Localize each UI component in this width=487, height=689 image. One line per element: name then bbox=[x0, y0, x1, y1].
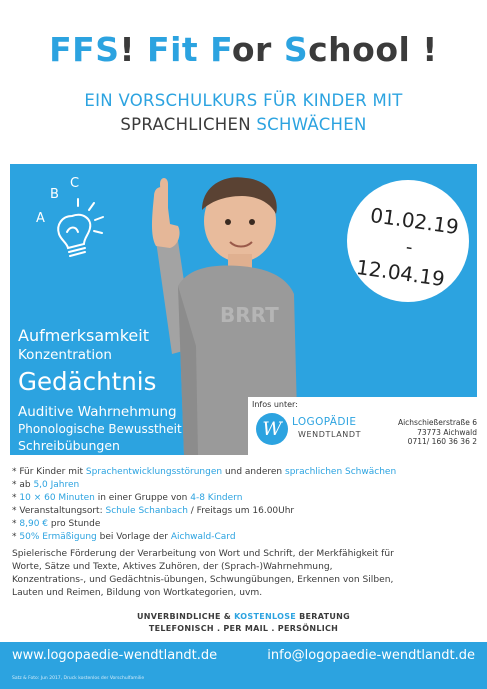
bulb-letter-b: B bbox=[50, 187, 59, 202]
detail-row bbox=[12, 531, 477, 544]
detail-highlight: 4-8 Kindern bbox=[190, 493, 243, 503]
detail-highlight: Schule Schanbach bbox=[105, 506, 188, 516]
detail-text: pro Stunde bbox=[48, 519, 101, 529]
skill-word-4: Auditive Wahrnehmung bbox=[18, 404, 177, 420]
skill-word-3: Gedächtnis bbox=[18, 367, 157, 396]
title-fit: Fit bbox=[147, 30, 211, 69]
skill-word-5: Phonologische Bewusstheit bbox=[18, 422, 182, 436]
detail-text: in einer Gruppe von bbox=[94, 493, 191, 503]
description-line: Lauten und Reimen, Bildung von Wortkategorien, uvm. bbox=[12, 588, 263, 598]
title-exclaim: ! bbox=[119, 30, 148, 69]
detail-text: * ab bbox=[12, 480, 34, 490]
detail-row bbox=[12, 518, 477, 531]
course-details bbox=[12, 466, 477, 544]
address-city: 73773 Aichwald bbox=[417, 427, 477, 437]
date-separator: - bbox=[404, 236, 414, 259]
logo-name-line1: LOGOPÄDIE bbox=[292, 416, 357, 428]
detail-highlight: 8,90 € bbox=[19, 519, 49, 529]
address-phone: 0711/ 160 36 36 2 bbox=[407, 437, 477, 446]
detail-highlight: Aichwald-Card bbox=[170, 532, 236, 542]
description-line: Konzentrations-, und Gedächtnis-übungen, Schwungübungen, Erkennen von Silben, bbox=[12, 575, 394, 585]
subtitle-line2 bbox=[0, 115, 487, 134]
title-ffs: FFS bbox=[49, 30, 120, 69]
bulb-letter-c: C bbox=[70, 176, 80, 191]
detail-text: * bbox=[12, 532, 20, 542]
subtitle-line2-a: SPRACHLICHEN bbox=[120, 115, 257, 134]
skill-word-6: Schreibübungen bbox=[18, 438, 120, 453]
cta-text: UNVERBINDLICHE & bbox=[136, 612, 235, 621]
date-end: 12.04.19 bbox=[354, 254, 447, 292]
website-link[interactable]: www.logopaedie-wendtlandt.de bbox=[12, 648, 218, 663]
detail-text: / Freitags um 16.00Uhr bbox=[187, 506, 295, 516]
date-start: 01.02.19 bbox=[368, 202, 461, 240]
title-f: F bbox=[210, 30, 232, 69]
description-line: Spielerische Förderung der Verarbeitung von Wort und Schrift, der Merkfähigkeit für bbox=[12, 549, 394, 559]
fineprint: Satz & Foto: Jun 2017, Druck kostenlos der Vorschulfamilie bbox=[12, 676, 145, 681]
detail-highlight: 10 × 60 Minuten bbox=[19, 493, 95, 503]
description-line: Worte, Sätze und Texte, Aktives Zuhören, der (Sprach-)Wahrnehmung, bbox=[12, 562, 333, 572]
address-street: Aichschießerstraße 6 bbox=[397, 418, 477, 427]
detail-text: * bbox=[12, 493, 20, 503]
logo-name-line2: WENDTLANDT bbox=[298, 430, 362, 439]
detail-highlight: sprachlichen Schwächen bbox=[285, 467, 397, 477]
info-box bbox=[248, 397, 482, 457]
flyer-title bbox=[0, 30, 487, 69]
detail-text: * bbox=[12, 519, 20, 529]
cta-text: BERATUNG bbox=[296, 612, 351, 621]
lightbulb-icon bbox=[32, 174, 122, 264]
detail-highlight: 5,0 Jahren bbox=[33, 480, 80, 490]
detail-row bbox=[12, 492, 477, 505]
detail-row bbox=[12, 479, 477, 492]
footer-bar bbox=[0, 642, 487, 689]
skill-word-2: Konzentration bbox=[18, 347, 112, 363]
detail-highlight: Sprachentwicklungsstörungen bbox=[85, 467, 223, 477]
contact-methods-line: TELEFONISCH . PER MAIL . PERSÖNLICH bbox=[148, 624, 339, 633]
detail-text: bei Vorlage der bbox=[96, 532, 171, 542]
logopaedie-logo-icon: W bbox=[256, 413, 288, 445]
address-block bbox=[398, 418, 477, 447]
info-label: Infos unter: bbox=[252, 400, 298, 409]
bulb-letter-a: A bbox=[36, 211, 45, 226]
detail-row bbox=[12, 505, 477, 518]
title-or: or bbox=[231, 30, 284, 69]
email-link[interactable]: info@logopaedie-wendtlandt.de bbox=[267, 648, 475, 663]
subtitle-line1: EIN VORSCHULKURS FÜR KINDER MIT bbox=[84, 91, 403, 110]
title-s: S bbox=[283, 30, 309, 69]
subtitle-line2-b: SCHWÄCHEN bbox=[256, 115, 367, 134]
detail-text: * Veranstaltungsort: bbox=[12, 506, 106, 516]
detail-text: * Für Kinder mit bbox=[12, 467, 86, 477]
consultation-line bbox=[0, 612, 487, 621]
skill-word-1: Aufmerksamkeit bbox=[18, 326, 149, 345]
detail-row bbox=[12, 466, 477, 479]
detail-text: und anderen bbox=[222, 467, 285, 477]
description-paragraph bbox=[12, 548, 477, 600]
detail-highlight: 50% Ermäßigung bbox=[19, 532, 97, 542]
title-chool: chool ! bbox=[308, 30, 438, 69]
shirt-print: BRRT bbox=[220, 303, 279, 327]
cta-highlight: KOSTENLOSE bbox=[234, 612, 297, 621]
